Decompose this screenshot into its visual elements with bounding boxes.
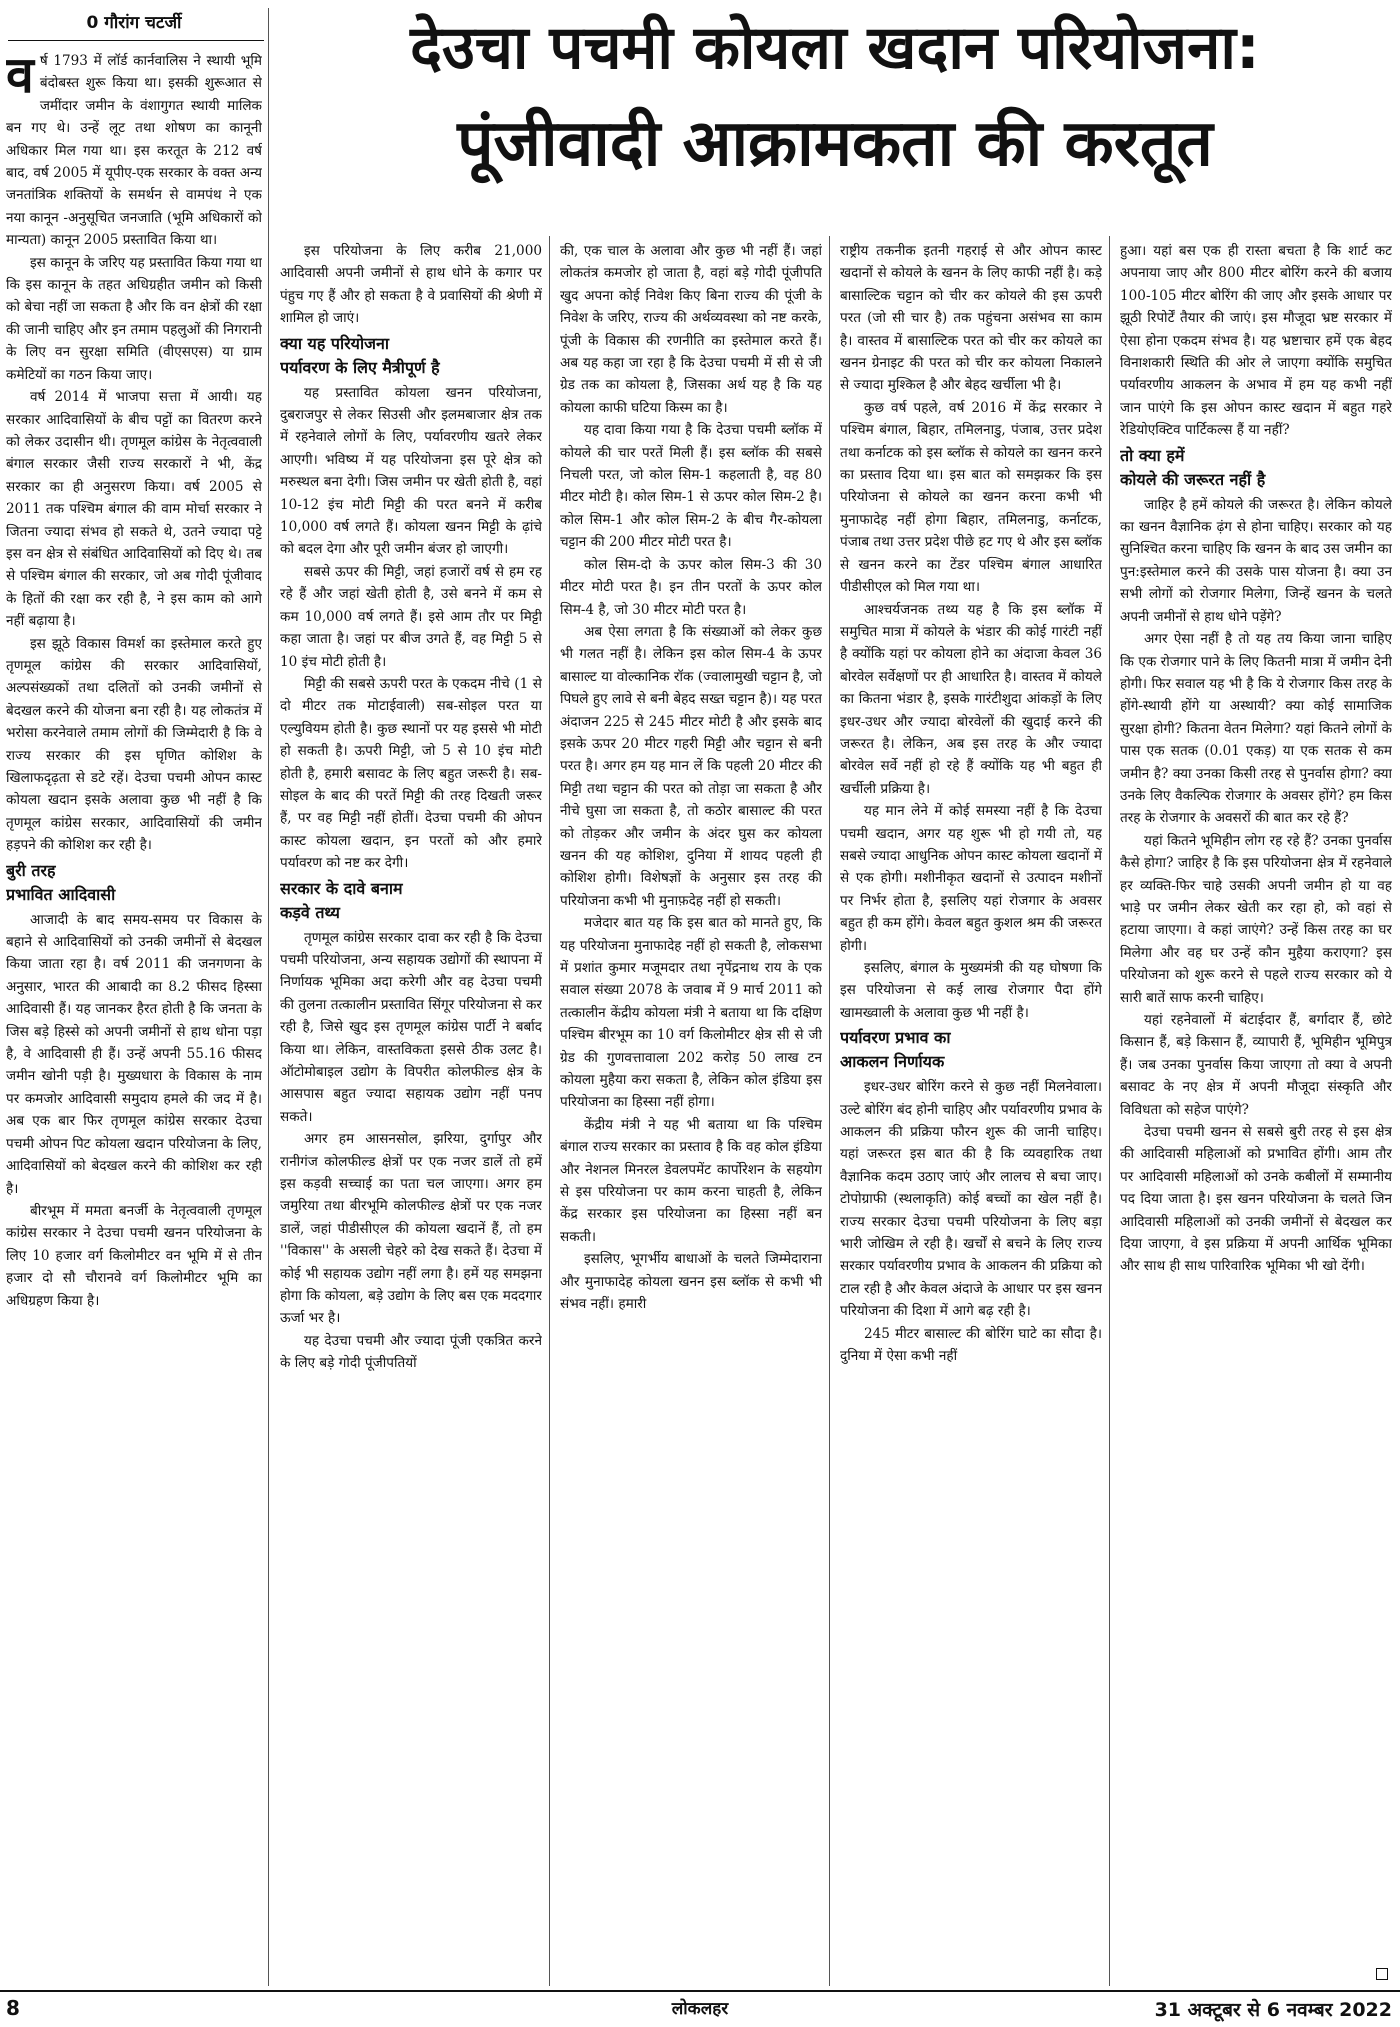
subheading-line: बुरी तरह — [6, 860, 56, 880]
subheading-line: आकलन निर्णायक — [840, 1052, 945, 1072]
paragraph: जाहिर है हमें कोयले की जरूरत है। लेकिन कोयले का खनन वैज्ञानिक ढ़ंग से होना चाहिए। सरकार को यह सुनिश्चित करना चाहिए कि खनन के बाद उस जमीन का पुन:इस्तेमाल करने की उसके पास योजना है। क्या उन सभी लोगों को रोजगार मिलेगा, जिन्हें खनन के चलते अपनी जमीनों से हाथ धोने पड़ेंगे? — [1120, 496, 1392, 625]
subheading — [840, 1026, 1102, 1074]
paragraph: आश्चर्यजनक तथ्य यह है कि इस ब्लॉक में समुचित मात्रा में कोयले के भंडार की कोई गारंटी नहीं है क्योंकि यहां पर कोयला होने का अंदाजा केवल 36 बोरवेल सर्वेक्षणों पर ही आधारित है। वास्तव में कोयले का कितना भंडार है, इसके गारंटीशुदा आंकड़ों के लिए इधर-उधर और ज्यादा बोरवेलों की खुदाई करने की जरूरत है। लेकिन, अब इस तरह के और ज्यादा बोरवेल सर्वे नहीं हो रहे हैं क्योंकि यह भी बहुत ही खर्चीली प्रक्रिया है। — [840, 601, 1102, 797]
headline-line-1: देउचा पचमी कोयला खदान परियोजना: — [410, 13, 1260, 83]
paragraph: इस झूठे विकास विमर्श का इस्तेमाल करते हुए तृणमूल कांग्रेस की सरकार आदिवासियों, अल्पसंख्यकों तथा दलितों को उनकी जमीनों से बेदखल करने की योजना बना रही है। यह लोकतंत्र में भरोसा करनेवाले तमाम लोगों की जिम्मेदारी है कि वे राज्य सरकार की इस घृणित कोशिश के खिलाफदृढ़ता से डटे रहें। देउचा पचमी ओपन कास्ट कोयला खदान इसके अलावा कुछ भी नहीं है कि तृणमूल कांग्रेस सरकार, आदिवासियों की जमीन हड़पने की कोशिश कर रही है। — [6, 635, 262, 854]
paragraph: इसलिए, भूगर्भीय बाधाओं के चलते जिम्मेदाराना और मुनाफादेह कोयला खनन इस ब्लॉक से कभी भी संभव नहीं। हमारी — [560, 1251, 822, 1313]
subheading — [1120, 444, 1392, 492]
paragraph: कोल सिम-दो के ऊपर कोल सिम-3 की 30 मीटर मोटी परत है। इन तीन परतों के ऊपर कोल सिम-4 है, जो 30 मीटर मोटी परत है। — [560, 556, 822, 618]
page-number: 8 — [6, 1996, 20, 2020]
paragraph: इस परियोजना के लिए करीब 21,000 आदिवासी अपनी जमीनों से हाथ धोने के कगार पर पंहुच गए हैं और हो सकता है वे प्रवासियों की श्रेणी में शामिल हो जाएं। — [280, 243, 542, 327]
paragraph: 245 मीटर बासाल्ट की बोरिंग घाटे का सौदा है। दुनिया में ऐसा कभी नहीं — [840, 1325, 1102, 1365]
subheading — [280, 332, 542, 380]
issue-date: 31 अक्टूबर से 6 नवम्बर 2022 — [1154, 1999, 1392, 2021]
paragraph: यह मान लेने में कोई समस्या नहीं है कि देउचा पचमी खदान, अगर यह शुरू भी हो गयी तो, यह सबसे ज्यादा आधुनिक ओपन कास्ट कोयला खदानों में से एक होगी। मशीनीकृत खदानों से उत्पादन मशीनों पर निर्भर होता है, इसलिए यहां रोजगार के अवसर बहुत ही कम होंगे। केवल बहुत कुशल श्रम की जरूरत होगी। — [840, 803, 1102, 954]
subheading-line: कोयले की जरूरत नहीं है — [1120, 469, 1266, 489]
paragraph: मजेदार बात यह कि इस बात को मानते हुए, कि यह परियोजना मुनाफादेह नहीं हो सकती है, लोकसभा में प्रशांत कुमार मजूमदार तथा नृपेंद्रनाथ राय के एक सवाल संख्या 2078 के जवाब में 9 मार्च 2011 को तत्कालीन केंद्रीय कोयला मंत्री ने बताया था कि दक्षिण पश्चिम बीरभूम का 10 वर्ग किलोमीटर क्षेत्र सी से जी ग्रेड की गुणवत्तावाला 202 करोड़ 50 लाख टन कोयला मुहैया करा सकता है, लेकिन कोल इंडिया इस परियोजना का हिस्सा नहीं होगा। — [560, 915, 822, 1111]
column-rule — [268, 8, 269, 1986]
headline — [280, 0, 1390, 192]
paragraph: इसलिए, बंगाल के मुख्यमंत्री की यह घोषणा कि इस परियोजना से कई लाख रोजगार पैदा होंगे खामख्वाली के अलावा कुछ भी नहीं है। — [840, 960, 1102, 1021]
paragraph: इस कानून के जरिए यह प्रस्तावित किया गया था कि इस कानून के तहत अधिग्रहीत जमीन को किसी को बेचा नहीं जा सकता है और कि वन क्षेत्रों की रक्षा की जानी चाहिए और इन तमाम पहलुओं की निगरानी के लिए वन सुरक्षा समिति (वीएसएस) या ग्राम कमेटियों का गठन किया जाए। — [6, 254, 262, 383]
paragraph-text: र्ष 1793 में लॉर्ड कार्नवालिस ने स्थायी भूमि बंदोबस्त शुरू किया था। इसकी शुरूआत से जमींदार जमीन के वंशागुगत स्थायी मालिक बन गए थे। उन्हें लूट तथा शोषण का कानूनी अधिकार मिल गया था। इस करतूत के 212 वर्ष बाद, वर्ष 2005 में यूपीए-एक सरकार के वक्त अन्य जनतांत्रिक शक्तियों के समर्थन से वामपंथ ने एक नया कानून -अनुसूचित जनजाति (भूमि अधिकारों को मान्यता) कानून 2005 प्रस्तावित किया था। — [6, 53, 262, 249]
paragraph: यह प्रस्तावित कोयला खनन परियोजना, दुबराजपुर से लेकर सिउसी और इलमबाजार क्षेत्र तक में रहनेवाले लोगों के लिए, पर्यावरणीय खतरे लेकर आएगी। भविष्य में यह परियोजना इस पूरे क्षेत्र को मरुस्थल बना देगी। जिस जमीन पर खेती होती है, वहां 10-12 इंच मोटी मिट्टी की परत बनने में करीब 10,000 वर्ष लगते हैं। कोयला खनन मिट्टी के ढ़ांचे को बदल देगा और पूरी जमीन बंजर हो जाएगी। — [280, 384, 542, 558]
subheading-line: सरकार के दावे बनाम — [280, 878, 403, 898]
subheading-line: पर्यावरण प्रभाव का — [840, 1028, 951, 1048]
drop-cap: व — [6, 50, 34, 104]
subheading-line: कड़वे तथ्य — [280, 902, 340, 922]
paragraph: मिट्टी की सबसे ऊपरी परत के एकदम नीचे (1 से दो मीटर तक मोटाईवाली) सब-सोइल परत या एल्युवियम होती है। कुछ स्थानों पर यह इससे भी मोटी हो सकती है। ऊपरी मिट्टी, जो 5 से 10 इंच मोटी होती है, हमारी बसावट के लिए बहुत जरूरी है। सब-सोइल के बाद की परतें मिट्टी की तरह दिखती जरूर हैं, पर वह मिट्टी नहीं होतीं। देउचा पचमी की ओपन कास्ट कोयला खदान, इन परतों को और हमारे पर्यावरण को नष्ट कर देगी। — [280, 675, 542, 872]
column-rule — [829, 236, 830, 1986]
publication-name: लोकलहर — [671, 1999, 729, 2019]
article-column-3 — [560, 240, 822, 1984]
paragraph: यहां कितने भूमिहीन लोग रह रहे हैं? उनका पुनर्वास कैसे होगा? जाहिर है कि इस परियोजना क्षेत्र में रहनेवाले हर व्यक्ति-फिर चाहे उसकी अपनी जमीन हो या वह भाड़े पर जमीन लेकर खेती कर रहा हो, को वहां से हटाया जाएगा। वे कहां जाएंगे? उन्हें किस तरह का घर मिलेगा और वह घर उन्हें कौन मुहैया कराएगा? इस परियोजना को शुरू करने से पहले राज्य सरकार को ये सारी बातें साफ करनी चाहिए। — [1120, 832, 1392, 1006]
paragraph: केंद्रीय मंत्री ने यह भी बताया था कि पश्चिम बंगाल राज्य सरकार का प्रस्ताव है कि वह कोल इंडिया और नेशनल मिनरल डेवलपमेंट कार्पोरेशन के सहयोग से इस परियोजना पर काम करना चाहती है, लेकिन केंद्र सरकार इस परियोजना का हिस्सा नहीं बन सकती। — [560, 1116, 822, 1245]
paragraph: अगर ऐसा नहीं है तो यह तय किया जाना चाहिए कि एक रोजगार पाने के लिए कितनी मात्रा में जमीन देनी होगी। फिर सवाल यह भी है कि ये रोजगार किस तरह के होंगे-स्थायी होंगे या अस्थायी? क्या कोई सामाजिक सुरक्षा होगी? कितना वेतन मिलेगा? यहां कितने लोगों के पास एक सतक (0.01 एकड़) या एक सतक से कम जमीन है? क्या उनका किसी तरह से पुनर्वास होगा? क्या उनके लिए वैकल्पिक रोजगार के अवसर होंगे? हम किस तरह के रोजगार के अवसरों की बात कर रहे हैं? — [1120, 631, 1392, 827]
paragraph: आजादी के बाद समय-समय पर विकास के बहाने से आदिवासियों को उनकी जमीनों से बेदखल किया जाता रहा है। वर्ष 2011 की जनगणना के अनुसार, भारत की आबादी का 8.2 फीसद हिस्सा आदिवासी हैं। यह जानकर हैरत होती है कि जनता के जिस बड़े हिस्से को अपनी जमीनों से हाथ धोना पड़ा है, वे आदिवासी ही हैं। उन्हें अपनी 55.16 फीसद जमीन खोनी पड़ी है। मुख्यधारा के विकास के नाम पर कमजोर आदिवासी समुदाय हमले की जद में है। अब एक बार फिर तृणमूल कांग्रेस सरकार देउचा पचमी ओपन पिट कोयला खदान परियोजना के लिए, आदिवासियों को बेदखल करने की कोशिश कर रही है। — [6, 911, 262, 1197]
article-column-1 — [6, 50, 262, 1984]
paragraph: बीरभूम में ममता बनर्जी के नेतृत्ववाली तृणमूल कांग्रेस सरकार ने देउचा पचमी खनन परियोजना के लिए 10 हजार वर्ग किलोमीटर वन भूमि में से तीन हजार दो सौ चौरानवे वर्ग किलोमीटर भूमि का अधिग्रहण किया है। — [6, 1202, 262, 1309]
column-rule — [1109, 236, 1110, 1986]
end-of-article-mark — [1376, 1968, 1388, 1980]
paragraph: अगर हम आसनसोल, झरिया, दुर्गापुर और रानीगंज कोलफील्ड क्षेत्रों पर एक नजर डालें तो हमें इस कड़वी सच्चाई का पता चल जाएगा। अगर हम जमुरिया तथा बीरभूमि कोलफील्ड क्षेत्रों पर एक नजर डालें, जहां पीडीसीएल की कोयला खदानें हैं, तो हम ''विकास'' के असली चेहरे को देख सकते हैं। देउचा में कोई भी सहायक उद्योग नहीं लगा है। हमें यह समझना होगा कि कोयला, बड़े उद्योग के लिए बस एक मददगार ऊर्जा भर है। — [280, 1131, 542, 1327]
paragraph: यह दावा किया गया है कि देउचा पचमी ब्लॉक में कोयले की चार परतें मिली हैं। इस ब्लॉक की सबसे निचली परत, जो कोल सिम-1 कहलाती है, वह 80 मीटर मोटी है। कोल सिम-1 से ऊपर कोल सिम-2 है। कोल सिम-1 और कोल सिम-2 के बीच गैर-कोयला चट्टान की 200 मीटर मोटी परत है। — [560, 422, 822, 551]
paragraph: की, एक चाल के अलावा और कुछ भी नहीं हैं। जहां लोकतंत्र कमजोर हो जाता है, वहां बड़े गोदी पूंजीपति खुद अपना कोई निवेश किए बिना राज्य की पूंजी के निवेश के जरिए, राज्य की अर्थव्यवस्था को नष्ट करके, पूंजी के विकास की रणनीति का इस्तेमाल करते हैं। अब यह कहा जा रहा है कि देउचा पचमी में सी से जी ग्रेड तक का कोयला है, जिसका अर्थ यह है कि यह कोयला काफी घटिया किस्म का है। — [560, 243, 822, 416]
paragraph: हुआ। यहां बस एक ही रास्ता बचता है कि शार्ट कट अपनाया जाए और 800 मीटर बोरिंग करने की बजाय 100-105 मीटर बोरिंग की जाए और इसके आधार पर झूठी रिपोर्टें तैयार की जाएं। इस मौजूदा भ्रष्ट सरकार में ऐसा होना एकदम संभव है। यह भ्रष्टाचार हमें एक बेहद विनाशकारी स्थिति की ओर ले जाएगा क्योंकि समुचित पर्यावरणीय आकलन के अभाव में हम यह कभी नहीं जान पाएंगे कि इस ओपन कास्ट खदान में बहुत गहरे रेडियोएक्टिव पार्टिकल्स हैं या नहीं? — [1120, 243, 1392, 439]
byline: 0 गौरांग चटर्जी — [86, 13, 182, 33]
paragraph: यहां रहनेवालों में बंटाईदार हैं, बर्गादार हैं, छोटे किसान हैं, बड़े किसान हैं, व्यापारी हैं, भूमिहीन भूमिपुत्र हैं। जब उनका पुनर्वास किया जाएगा तो क्या वे अपनी बसावट के नए क्षेत्र में अपनी मौजूदा संस्कृति और विविधता को सहेज पाएंगे? — [1120, 1012, 1392, 1118]
paragraph: इधर-उधर बोरिंग करने से कुछ नहीं मिलनेवाला। उल्टे बोरिंग बंद होनी चाहिए और पर्यावरणीय प्रभाव के आकलन की प्रक्रिया फौरन शुरू की जानी चाहिए। यहां जरूरत इस बात की है कि व्यवहारिक तथा वैज्ञानिक कदम उठाए जाएं और लालच से बचा जाए। टोपोग्राफी (स्थलाकृति) कोई बच्चों का खेल नहीं है। राज्य सरकार देउचा पचमी परियोजना के लिए बड़ा भारी जोखिम ले रही है। खर्चों से बचने के लिए राज्य सरकार पर्यावरणीय प्रभाव के आकलन की प्रक्रिया को टाल रही है और केवल अंदाजे के आधार पर इस खनन परियोजना की दिशा में आगे बढ़ रही है। — [840, 1079, 1102, 1320]
paragraph: वर्ष 2014 में भाजपा सत्ता में आयी। यह सरकार आदिवासियों के बीच पट्टों का वितरण करने को लेकर उदासीन थी। तृणमूल कांग्रेस के नेतृत्ववाली बंगाल सरकार जैसी राज्य सरकारों ने भी, केंद्र सरकार का ही अनुसरण किया। वर्ष 2005 से 2011 तक पश्चिम बंगाल की वाम मोर्चा सरकार ने जितना ज्यादा संभव हो सकते थे, उतने ज्यादा पट्टे इस वन क्षेत्र से संबंधित आदिवासियों को दिए थे। तब से पश्चिम बंगाल की सरकार, जो अब गोदी पूंजीवाद के हितों की रक्षा कर रही है, ने इस काम को आगे नहीं बढ़ाया है। — [6, 389, 262, 630]
article-column-4 — [840, 240, 1102, 1984]
paragraph — [6, 50, 262, 252]
article-column-2 — [280, 240, 542, 1984]
article-column-5 — [1120, 240, 1392, 1964]
paragraph: राष्ट्रीय तकनीक इतनी गहराई से और ओपन कास्ट खदानों से कोयले के खनन के लिए काफी नहीं है। कड़े बासाल्टिक चट्टान को चीर कर कोयले की इस ऊपरी परत (जो सी चार है) तक पहुंचना असंभव सा काम है। वास्तव में बासाल्टिक परत को चीर कर कोयले का खनन ग्रेनाइट की परत को चीर कर कोयला निकालने से ज्यादा मुश्किल है और बेहद खर्चीला भी है। — [840, 243, 1102, 394]
subheading-line: तो क्या हमें — [1120, 445, 1185, 465]
paragraph: देउचा पचमी खनन से सबसे बुरी तरह से इस क्षेत्र की आदिवासी महिलाओं को प्रभावित होंगी। आम तौर पर आदिवासी महिलाओं को उनके कबीलों में सम्मानीय पद दिया जाता है। इस खनन परियोजना के चलते जिन आदिवासी महिलाओं को उनकी जमीनों से बेदखल कर दिया जाएगा, वे इस प्रक्रिया में अपनी आर्थिक भूमिका और साथ ही साथ पारिवारिक भूमिका भी खो देंगी। — [1120, 1124, 1392, 1275]
subheading — [280, 877, 542, 925]
paragraph: अब ऐसा लगता है कि संख्याओं को लेकर कुछ भी गलत नहीं है। लेकिन इस कोल सिम-4 के ऊपर बासाल्ट या वोल्कानिक रॉक (ज्वालामुखी चट्टान है, जो पिघले हुए लावे से बनी बेहद सख्त चट्टान है)। यह परत अंदाजन 225 से 245 मीटर मोटी है और इसके बाद इसके ऊपर 20 मीटर गहरी मिट्टी और चट्टान से बनी परत है। अगर हम यह मान लें कि पहली 20 मीटर की मिट्टी तथा चट्टान की परत को तोड़ा जा सकता है और नीचे घुसा जा सकता है, तो कठोर बासाल्ट की परत को तोड़कर और जमीन के अंदर घुस कर कोयला खनन की यह कोशिश, दुनिया में शायद पहली ही कोशिश होगी। विशेषज्ञों के अनुसार इस तरह की परियोजना कभी भी मुनाफ़देह नहीं हो सकती। — [560, 623, 822, 909]
headline-line-2: पूंजीवादी आक्रामकता की करतूत — [457, 107, 1213, 181]
footer-rule — [0, 1990, 1400, 1992]
paragraph: तृणमूल कांग्रेस सरकार दावा कर रही है कि देउचा पचमी परियोजना, अन्य सहायक उद्योगों की स्थापना में निर्णायक भूमिका अदा करेगी और वह देउचा पचमी की तुलना तत्कालीन प्रस्तावित सिंगूर परियोजना से कर रही है, जिसे खुद इस तृणमूल कांग्रेस पार्टी ने बर्बाद किया था। लेकिन, वास्तविकता इससे ठीक उलट है। ऑटोमोबाइल उद्योग के विपरीत कोलफील्ड क्षेत्र के आसपास बहुत ज्यादा सहायक उद्योग नहीं पनप सकते। — [280, 929, 542, 1125]
column-rule — [549, 236, 550, 1986]
subheading-line: पर्यावरण के लिए मैत्रीपूर्ण है — [280, 357, 440, 377]
subheading-line: क्या यह परियोजना — [280, 333, 389, 353]
byline-rule — [8, 40, 264, 41]
paragraph: यह देउचा पचमी और ज्यादा पूंजी एकत्रित करने के लिए बड़े गोदी पूंजीपतियों — [280, 1332, 542, 1372]
paragraph: सबसे ऊपर की मिट्टी, जहां हजारों वर्ष से हम रह रहे हैं और जहां खेती होती है, उसे बनने में कम से कम 10,000 वर्ष लगते हैं। इसे आम तौर पर मिट्टी कहा जाता है। जहां पर बीज उगते हैं, वह मिट्टी 5 से 10 इंच मोटी होती है। — [280, 563, 542, 670]
subheading — [6, 859, 262, 907]
paragraph: कुछ वर्ष पहले, वर्ष 2016 में केंद्र सरकार ने पश्चिम बंगाल, बिहार, तमिलनाडु, पंजाब, उत्तर प्रदेश तथा कर्नाटक को इस ब्लॉक से कोयले का खनन करने का प्रस्ताव दिया था। इस बात को समझकर कि इस परियोजना से कोयले का खनन करना कभी भी मुनाफादेह नहीं होगा बिहार, तमिलनाडु, कर्नाटक, पंजाब तथा उत्तर प्रदेश पीछे हट गए थे और इस ब्लॉक से खनन करने का टेंडर पश्चिम बंगाल आधारित पीडीसीएल को मिल गया था। — [840, 399, 1102, 596]
subheading-line: प्रभावित आदिवासी — [6, 884, 116, 904]
